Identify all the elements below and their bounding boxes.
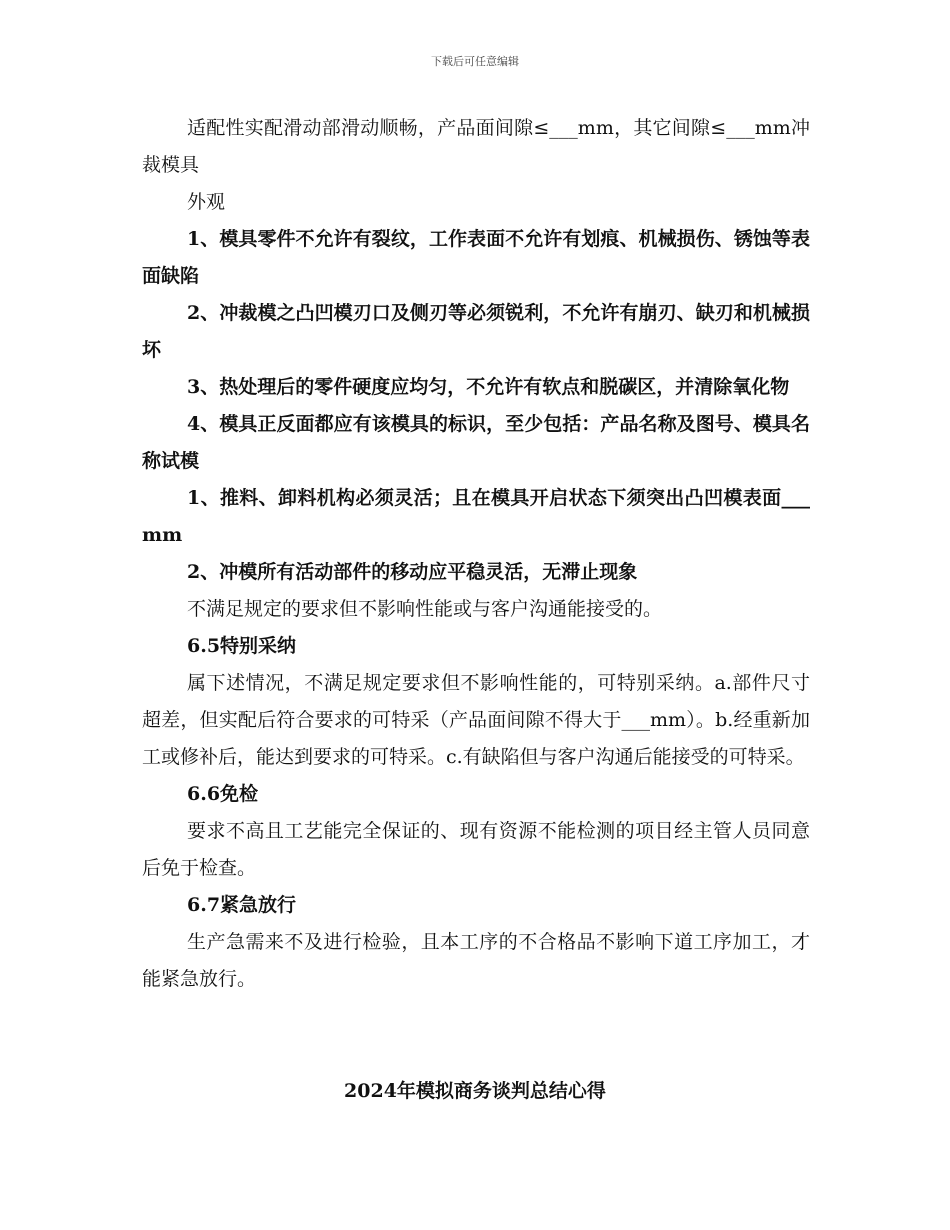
paragraph-special-acceptance: 属下述情况，不满足规定要求但不影响性能的，可特别采纳。a.部件尺寸超差，但实配后符合要求的可特采（产品面间隙不得大于___mm）。b.经重新加工或修补后，能达到要求的可特采。c.有缺陷但与客户沟通后能接受的可特采。 (142, 672, 810, 768)
paragraph-item-2-edges: 2、冲裁模之凸凹模刃口及侧刃等必须锐利，不允许有崩刃、缺刃和机械损坏 (142, 302, 810, 361)
paragraph-item-3-hardness: 3、热处理后的零件硬度应均匀，不允许有软点和脱碳区，并清除氧化物 (187, 376, 790, 398)
paragraph-exemption: 要求不高且工艺能完全保证的、现有资源不能检测的项目经主管人员同意后免于检查。 (142, 820, 810, 879)
heading-6-6: 6.6免检 (187, 783, 259, 805)
paragraph-item-4-marking: 4、模具正反面都应有该模具的标识，至少包括：产品名称及图号、模具名称试模 (142, 413, 810, 472)
document-body (142, 110, 810, 998)
paragraph-appearance: 外观 (187, 191, 226, 213)
heading-6-5: 6.5特别采纳 (187, 635, 297, 657)
heading-6-7: 6.7紧急放行 (187, 894, 297, 916)
paragraph-trial-item-2: 2、冲模所有活动部件的移动应平稳灵活，无滞止现象 (187, 561, 638, 583)
paragraph-urgent-release: 生产急需来不及进行检验，且本工序的不合格品不影响下道工序加工，才能紧急放行。 (142, 931, 810, 990)
paragraph-fit-clearance: 适配性实配滑动部滑动顺畅，产品面间隙≤___mm，其它间隙≤___mm冲裁模具 (142, 117, 810, 176)
paragraph-trial-item-1: 1、推料、卸料机构必须灵活；且在模具开启状态下须突出凸凹模表面___mm (142, 487, 810, 546)
paragraph-item-1-cracks: 1、模具零件不允许有裂纹，工作表面不允许有划痕、机械损伤、锈蚀等表面缺陷 (142, 228, 810, 287)
paragraph-concession: 不满足规定的要求但不影响性能或与客户沟通能接受的。 (187, 598, 663, 620)
section-title: 2024年模拟商务谈判总结心得 (344, 1080, 606, 1102)
page-header-note: 下载后可任意编辑 (431, 55, 519, 68)
